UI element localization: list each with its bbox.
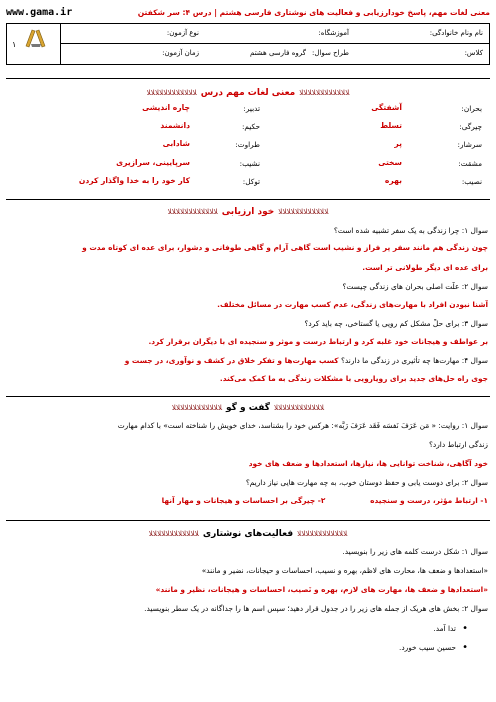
ornament-right: ﻼﻼﻼﻼﻼﻼﻼﻼﻼﻼﻼﻼ [273,404,325,412]
document-title: معنی لغات مهم، پاسخ خودارزیابی و فعالیت های نوشتاری فارسی هشتم | درس ۴: سر شکفتن [137,8,490,17]
designer-value: گروه فارسی هشتم [250,49,306,57]
question-text: سوال ۱: روایت: « مَن عَرَفَ نَفسَه فَقَد عَرَفَ رَبَّه»: هرکس خود را بشناسد، خدای خویش را شناخته است» با کدام مهارت [117,421,488,430]
header-row-2 [61,44,489,64]
question-text: زندگی ارتباط دارد؟ [428,440,488,449]
writing-title: فعالیت‌های نوشتاری [202,529,294,539]
answer-text: خود آگاهی، شناخت توانایی ها، نیاز‌ها، استعدادها و ضعف های خود [248,459,488,468]
section-heading-writing [6,527,490,541]
vocab-meaning: شادابی [162,139,190,148]
section-heading-vocab [6,86,490,100]
class-label: کلاس: [464,49,483,57]
vocab-table [6,103,490,191]
answer-text: بر عواطف و هیجانات خود غلبه کرد و ارتباط درست و موثر و سنجیده ای با دیگران برقرار کرد. [148,337,488,346]
vocab-meaning: چاره اندیشی [142,103,190,112]
ornament-left: ﻼﻼﻼﻼﻼﻼﻼﻼﻼﻼﻼﻼ [167,208,218,216]
vocab-meaning: آشفتگی [371,103,402,112]
section-heading-self-eval [6,205,490,219]
question-quote: «استعدادها و ضعف ها، محارت های لاظم، بهره و نسیب، احساسات و حیجانات، نضیر و مانند» [201,566,488,575]
ornament-right: ﻼﻼﻼﻼﻼﻼﻼﻼﻼﻼﻼﻼ [297,530,348,538]
ornament-right: ﻼﻼﻼﻼﻼﻼﻼﻼﻼﻼﻼﻼ [299,89,350,97]
question-text: سوال ۳: برای حلِّ مشکل کم رویی یا گستاخی، چه باید کرد؟ [304,319,488,328]
vocab-word: تدبیر: [243,104,260,113]
ornament-left: ﻼﻼﻼﻼﻼﻼﻼﻼﻼﻼﻼﻼ [148,530,199,538]
section-heading-dialogue [6,401,490,415]
vocab-word: نصیب: [461,177,482,186]
question-answer-line [8,356,488,366]
ornament-left: ﻼﻼﻼﻼﻼﻼﻼﻼﻼﻼﻼﻼ [171,404,222,412]
divider [6,78,490,79]
bullet-item: • تدا آمد. [433,624,456,633]
self-eval-title: خود ارزیابی [221,207,275,217]
bullet-item: • حسین سیب خورد. [399,643,456,652]
pencils-logo-icon [23,28,49,48]
vocab-word: سرشار: [457,140,482,149]
answer-text: چون زندگی هم مانند سفر پر فراز و نشیب است گاهی آرام و گاهی طوفانی و دشوار، برای عده ای کوتاه مدت و [82,243,488,252]
exam-time-label: زمان آزمون: [162,49,199,57]
ornament-left: ﻼﻼﻼﻼﻼﻼﻼﻼﻼﻼﻼﻼ [146,89,197,97]
vocab-word: مشقت: [458,159,482,168]
ornament-right: ﻼﻼﻼﻼﻼﻼﻼﻼﻼﻼﻼﻼ [278,208,329,216]
question-text: سوال ۱: چرا زندگی به یک سفر تشبیه شده است؟ [333,226,488,235]
vocab-meaning: سرپایینی، سرازیری [116,158,190,167]
question-text: سوال ۱: شکل درست کلمه های زیر را بنویسید. [342,547,488,556]
vocab-word: طراوت: [235,140,260,149]
question-text: سوال ۲: علّت اصلی بحران های زندگی چیست؟ [342,282,488,291]
answer-text: جوی راه حل‌های جدید برای رویارویی با مشکلات زندگی به ما کمک می‌کند. [219,374,488,383]
question-text: سوال ۲: بخش های هریک از جمله های زیر را در جدول قرار دهید؛ سپس اسم ها را جداگانه در یک سطر بنویسید. [144,604,488,613]
vocab-meaning: دانشمند [160,121,190,130]
answer-text: «استعدادها و ضعف ها، مهارت های لازم، بهره و نَصیب، احساسات و هیجانات، نظیر و مانند» [155,585,488,594]
answer-text: ۲- چیرگی بر احساسات و هیجانات و مهار آنها [161,496,326,505]
answer-text: کسب مهارت‌ها و تفکر خلاق در کشف و نوآوری، در جست و [124,356,339,365]
answer-text: ۱- ارتباط مؤثر، درست و سنجیده [370,496,488,505]
vocab-meaning: بهره [384,176,402,185]
vocab-word: بحران: [461,104,482,113]
vocab-meaning: کار خود را به خدا واگذار کردن [78,176,190,185]
exam-header [6,23,490,65]
vocab-meaning: پر [394,139,402,148]
page-number: ۱ [12,40,17,49]
answer-line [8,496,488,506]
answer-text: آشنا نبودن افراد با مهارت‌های زندگی، عدم کسب مهارت در مسائل مختلف. [217,300,488,309]
answer-text: برای عده ای دیگر طولانی تر است. [362,263,488,272]
vocab-meaning: تسلط [380,121,402,130]
dialogue-title: گفت و گو [226,403,270,413]
divider [6,396,490,397]
header-row-1 [61,24,489,44]
divider [6,520,490,521]
top-strip [6,5,490,20]
question-text: سوال ۲: برای دوست یابی و حفظ دوستان خوب، به چه مهارت هایی نیاز داریم؟ [245,478,488,487]
question-text: سوال ۴: مهارت‌ها چه تأثیری در زندگی ما دارند؟ [340,356,488,365]
vocab-word: چیرگی: [459,122,482,131]
school-label: آموزشگاه: [318,29,349,37]
exam-type-label: نوع آزمون: [166,29,199,37]
vocab-word: حکیم: [241,122,260,131]
designer-label: طراح سوال: [312,49,349,57]
name-label: نام ونام خانوادگی: [429,29,483,37]
site-url[interactable]: www.gama.ir [6,7,73,18]
vocab-word: توکل: [242,177,260,186]
vocab-meaning: سختی [378,158,402,167]
vocab-title: معنی لغات مهم درس [200,88,296,98]
vocab-word: نشیب: [239,159,260,168]
divider [6,199,490,200]
logo-cell [7,24,61,64]
